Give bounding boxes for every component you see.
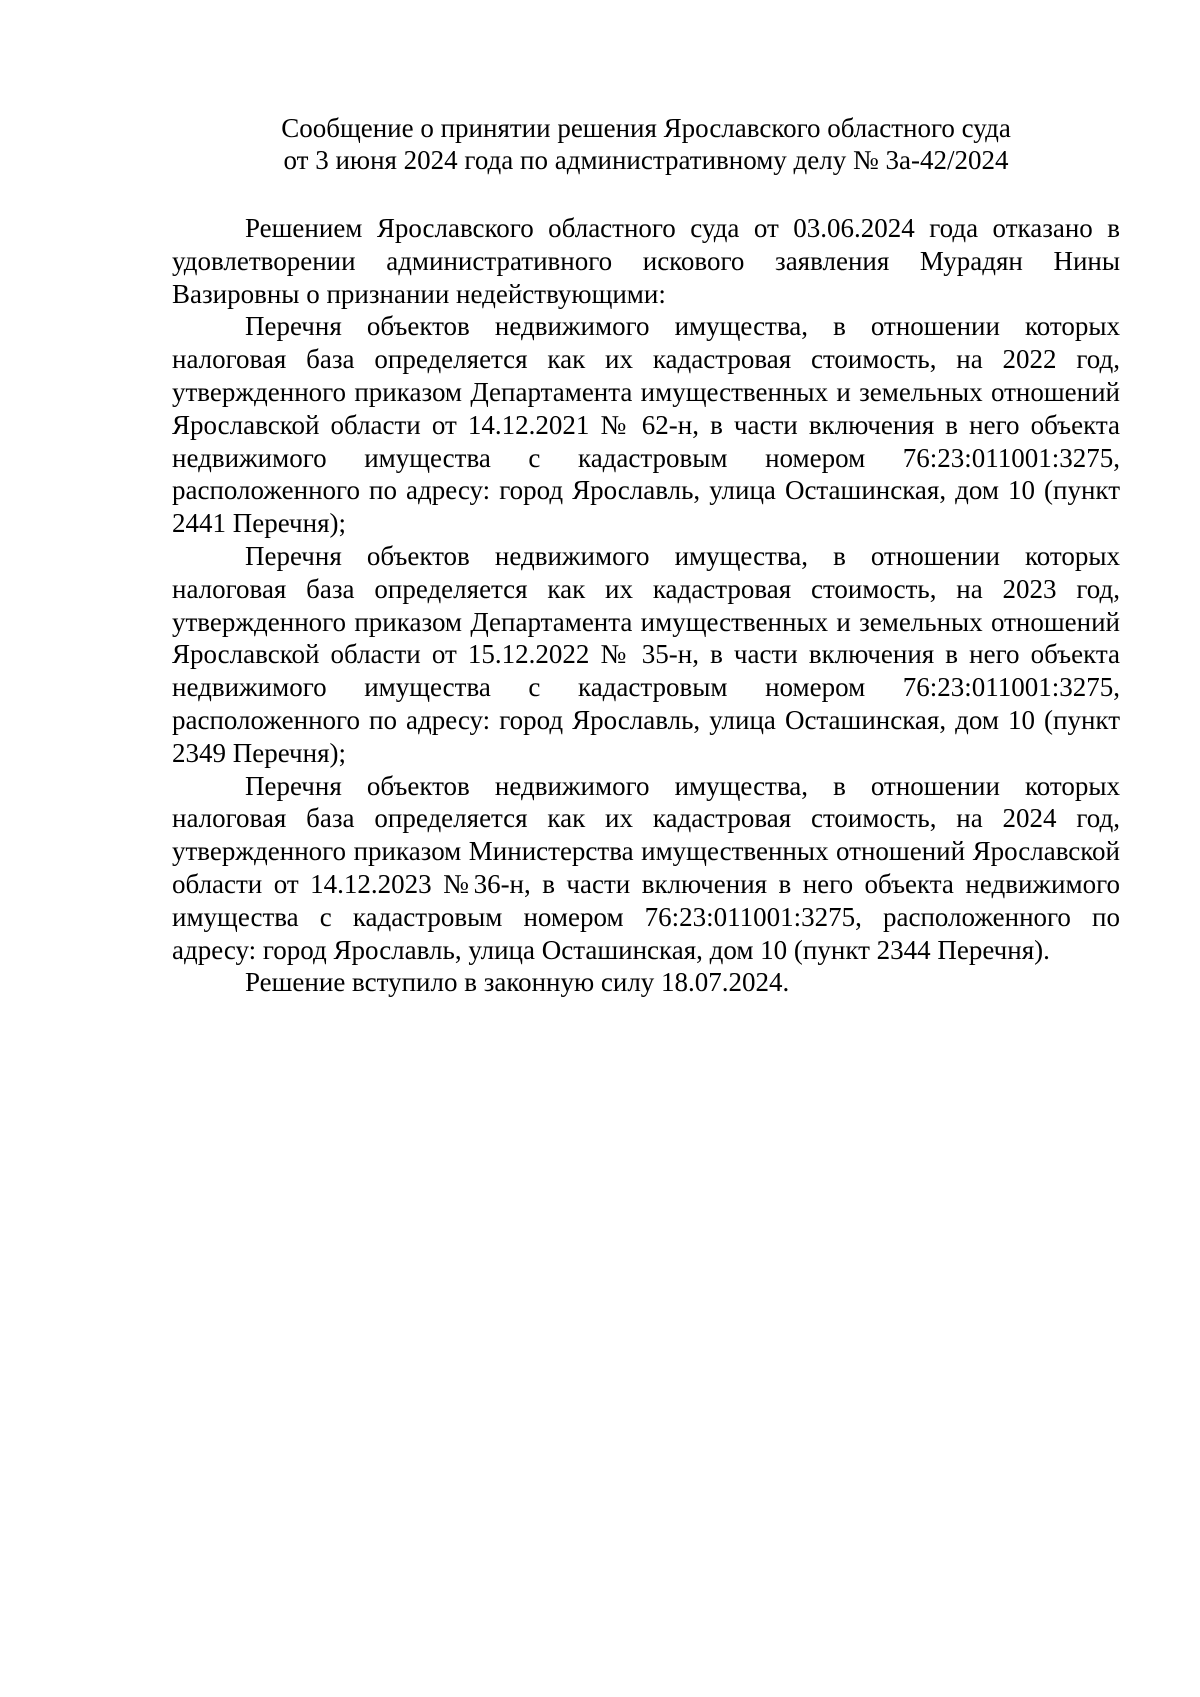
paragraph-effective-date: Решение вступило в законную силу 18.07.2024.: [245, 967, 790, 998]
paragraph-list-2024: Перечня объектов недвижимого имущества, в отношении которых налоговая база определяется как их кадастровая стоимость, на 2024 год, утвержденного приказом Министерства имущественных отношений Ярославской области от 14.12.2023 №36-н, в части включения в него объекта недвижимого имущества с кадастровым номером 76:23:011001:3275, расположенного по адресу: город Ярославль, улица Осташинская, дом 10 (пункт 2344 Перечня).: [172, 770, 1120, 965]
document-body: [172, 212, 1120, 999]
paragraph-list-2023: Перечня объектов недвижимого имущества, в отношении которых налоговая база определяется как их кадастровая стоимость, на 2023 год, утвержденного приказом Департамента имущественных и земельных отношений Ярославской области от 15.12.2022 № 35-н, в части включения в него объекта недвижимого имущества с кадастровым номером 76:23:011001:3275, расположенного по адресу: город Ярославль, улица Осташинская, дом 10 (пункт 2349 Перечня);: [172, 540, 1120, 768]
paragraph-decision: Решением Ярославского областного суда от 03.06.2024 года отказано в удовлетворении административного искового заявления Мурадян Нины Вазировны о признании недействующими:: [172, 213, 1120, 309]
paragraph-list-2022: Перечня объектов недвижимого имущества, в отношении которых налоговая база определяется как их кадастровая стоимость, на 2022 год, утвержденного приказом Департамента имущественных и земельных отношений Ярославской области от 14.12.2021 № 62-н, в части включения в него объекта недвижимого имущества с кадастровым номером 76:23:011001:3275, расположенного по адресу: город Ярославль, улица Осташинская, дом 10 (пункт 2441 Перечня);: [172, 311, 1120, 539]
title-line-2: от 3 июня 2024 года по административному делу № 3а-42/2024: [283, 145, 1009, 175]
title-line-1: Сообщение о принятии решения Ярославского областного суда: [281, 113, 1011, 143]
document-title: [172, 112, 1120, 176]
